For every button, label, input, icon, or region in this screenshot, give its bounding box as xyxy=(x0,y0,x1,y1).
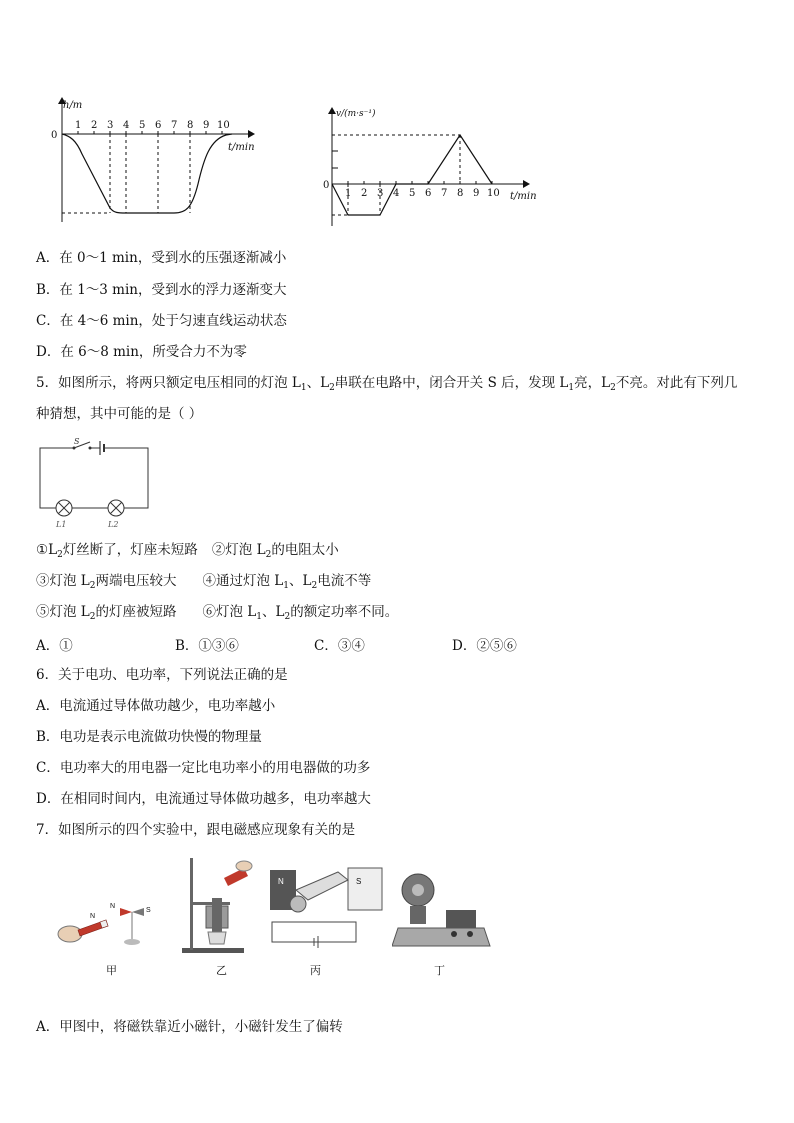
q5-options xyxy=(36,634,596,652)
v-tick-label: 1 xyxy=(345,188,352,199)
v-tick-label: 5 xyxy=(409,188,416,199)
q5-guesses-row3: ⑤灯泡 $L_2$的灯座被短路 ⑥灯泡 $L_1$、$L_2$的额定功率不同。 xyxy=(36,604,399,622)
q4-option-d: D．在 6～8 min，所受合力不为零 xyxy=(36,344,247,360)
coil-icon xyxy=(296,872,348,900)
q6-option-a: A．电流通过导体做功越少，电功率越小 xyxy=(36,698,276,714)
q5-option-d: D．②⑤⑥ xyxy=(452,638,517,654)
v-axis-label: v/(m·s⁻¹) xyxy=(336,109,376,119)
compass-needle-icon xyxy=(120,908,132,916)
h-tick-label: 10 xyxy=(217,120,230,131)
v-tick-label: 4 xyxy=(393,188,400,199)
v-tick-label: 8 xyxy=(457,188,464,199)
h-tick-label: 8 xyxy=(187,120,194,131)
series-circuit-diagram xyxy=(36,438,154,534)
v-origin-label: 0 xyxy=(323,180,330,191)
v-tick-label: 9 xyxy=(473,188,480,199)
svg-text:S: S xyxy=(146,907,151,914)
figure-ding xyxy=(392,872,492,962)
q4-option-c: C．在 4～6 min，处于匀速直线运动状态 xyxy=(36,313,287,329)
figure-bing xyxy=(268,864,388,952)
hand-icon xyxy=(58,926,82,942)
h-tick-label: 6 xyxy=(155,120,162,131)
depth-curve xyxy=(62,134,232,213)
h-tick-label: 4 xyxy=(123,120,130,131)
q5-stem-line1: 5．如图所示，将两只额定电压相同的灯泡 $L_1$、$L_2$串联在电路中，闭合开关 S 后，发现 $L_1$亮，$L_2$不亮。对此有下列几 xyxy=(36,375,738,393)
svg-text:S: S xyxy=(356,877,362,886)
v-tick-label: 10 xyxy=(487,188,500,199)
q5-option-a: A．① xyxy=(36,638,73,654)
q6-stem: 6．关于电功、电功率，下列说法正确的是 xyxy=(36,667,288,683)
q4-option-b: B．在 1～3 min，受到水的浮力逐渐变大 xyxy=(36,282,287,298)
caption-bing: 丙 xyxy=(310,964,321,977)
v-tick-label: 7 xyxy=(441,188,448,199)
q7-figures xyxy=(50,852,490,982)
q6-option-c: C．电功率大的用电器一定比电功率小的用电器做的功多 xyxy=(36,760,371,776)
h-tick-label: 2 xyxy=(91,120,98,131)
h-tick-label: 1 xyxy=(75,120,82,131)
h-tick-label: 3 xyxy=(107,120,114,131)
q6-option-d: D．在相同时间内，电流通过导体做功越多，电功率越大 xyxy=(36,791,371,807)
q7-stem: 7．如图所示的四个实验中，跟电磁感应现象有关的是 xyxy=(36,822,356,838)
h-tick-label: 9 xyxy=(203,120,210,131)
svg-text:N: N xyxy=(90,913,96,920)
h-tick-label: 7 xyxy=(171,120,178,131)
q5-option-c: C．③④ xyxy=(314,638,365,654)
h-tick-label: 5 xyxy=(139,120,146,131)
h-axis-label: h/m xyxy=(63,100,83,111)
caption-yi: 乙 xyxy=(216,964,227,977)
h-origin-label: 0 xyxy=(51,130,58,141)
velocity-time-graph xyxy=(318,104,548,234)
v-tick-label: 6 xyxy=(425,188,432,199)
q5-guesses-row2: ③灯泡 $L_2$两端电压较大 ④通过灯泡 $L_1$、$L_2$电流不等 xyxy=(36,573,372,591)
switch-label: S xyxy=(74,438,80,446)
caption-ding: 丁 xyxy=(434,964,445,977)
magnet-s-pole-icon xyxy=(348,868,382,910)
figure-jia xyxy=(50,896,160,960)
commutator-icon xyxy=(290,896,306,912)
caption-jia: 甲 xyxy=(106,964,117,977)
q5-option-b: B．①③⑥ xyxy=(175,638,239,654)
hand-icon xyxy=(236,861,252,871)
q5-stem-line2: 种猜想，其中可能的是（ ） xyxy=(36,406,203,422)
figure-yi xyxy=(180,852,260,960)
lamp-l1-label: L1 xyxy=(56,520,67,529)
v-tick-label: 2 xyxy=(361,188,368,199)
generator-base-icon xyxy=(392,928,490,946)
v-x-axis-label: t/min xyxy=(510,191,537,202)
q4-option-a: A．在 0～1 min，受到水的压强逐渐减小 xyxy=(36,250,287,266)
svg-text:N: N xyxy=(110,903,116,910)
q7-option-a: A．甲图中，将磁铁靠近小磁针，小磁针发生了偏转 xyxy=(36,1019,343,1035)
lamp-l2-label: L2 xyxy=(108,520,119,529)
q5-guesses-row1: $①L_2$灯丝断了，灯座未短路 ②灯泡 $L_2$的电阻太小 xyxy=(36,542,339,560)
h-x-axis-label: t/min xyxy=(228,142,255,153)
depth-time-graph xyxy=(48,96,268,232)
svg-text:N: N xyxy=(278,877,284,886)
velocity-polyline xyxy=(332,135,492,215)
v-tick-label: 3 xyxy=(377,188,384,199)
q6-option-b: B．电功是表示电流做功快慢的物理量 xyxy=(36,729,262,745)
